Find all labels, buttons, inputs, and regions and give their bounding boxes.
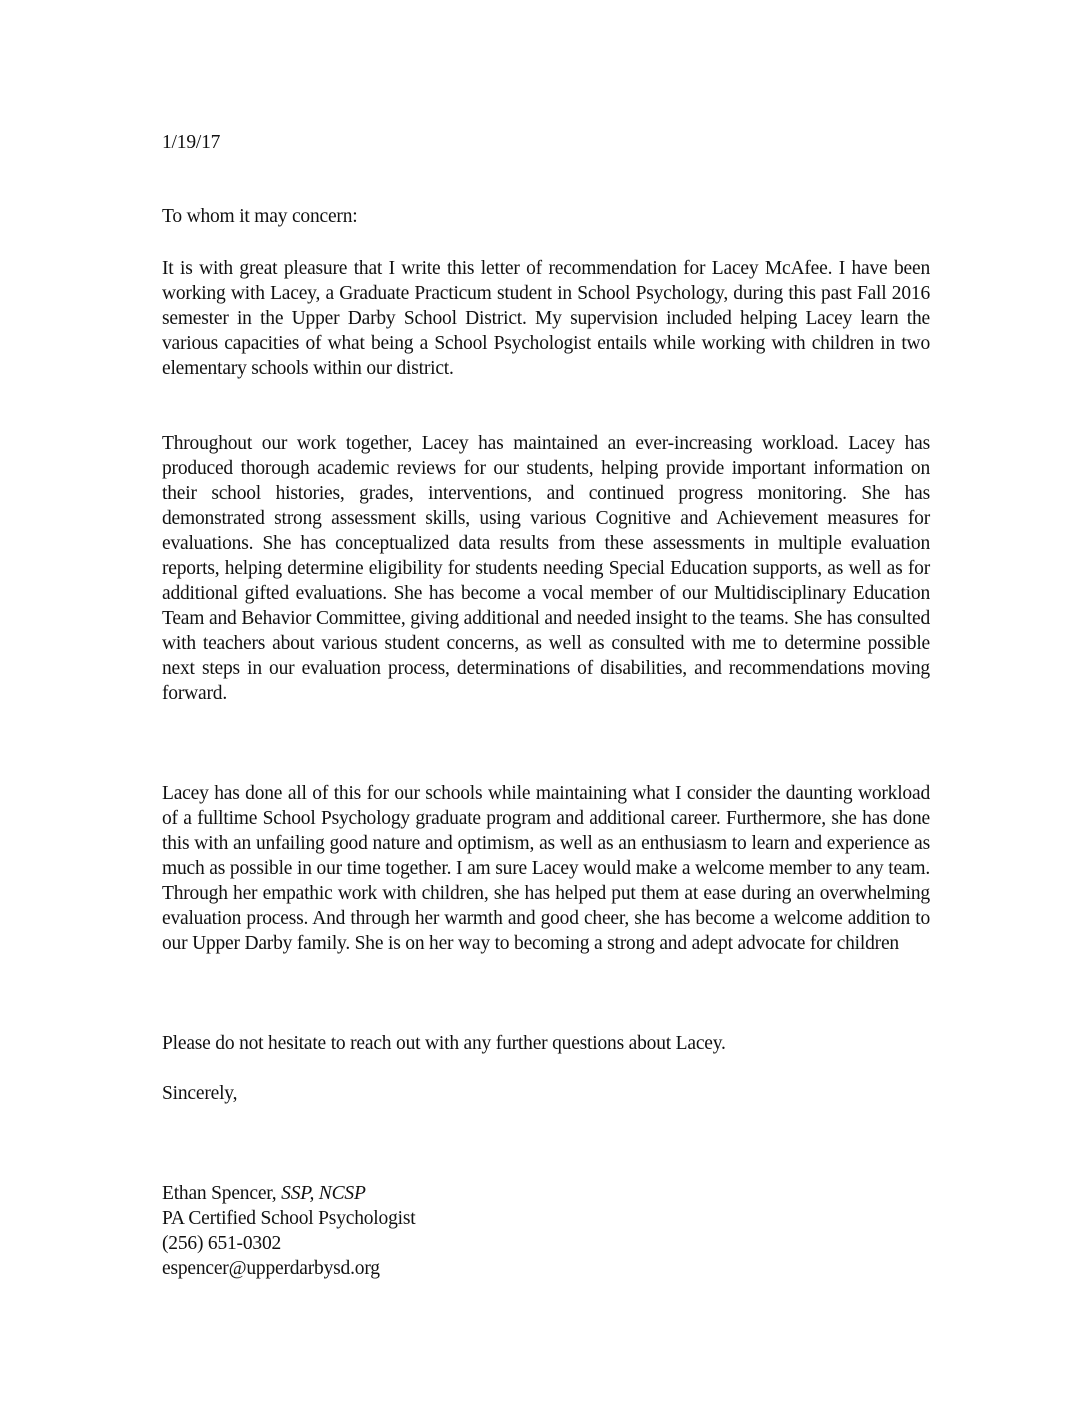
- signer-email: espencer@upperdarbysd.org: [162, 1258, 380, 1279]
- salutation: To whom it may concern:: [162, 206, 358, 227]
- signature-block: [162, 1181, 930, 1281]
- signature-name-line: [162, 1181, 930, 1206]
- paragraph-introduction: It is with great pleasure that I write this letter of recommendation for Lacey McAfee. I have been working with Lacey, a Graduate Practicum student in School Psychology, during this past Fall 2016 semester in the Upper Darby School District. My supervision included helping Lacey learn the various capacities of what being a School Psychologist entails while working with children in two elementary schools within our district.: [162, 258, 930, 379]
- paragraph-work-summary: Throughout our work together, Lacey has maintained an ever-increasing workload. Lacey has produced thorough academic reviews for our students, helping provide important information on their school histories, grades, interventions, and continued progress monitoring. She has demonstrated strong assessment skills, using various Cognitive and Achievement measures for evaluations. She has conceptualized data results from these assessments in multiple evaluation reports, helping determine eligibility for students needing Special Education supports, as well as for additional gifted evaluations. She has become a vocal member of our Multidisciplinary Education Team and Behavior Committee, giving additional and needed insight to the teams. She has consulted with teachers about various student concerns, as well as consulted with me to determine possible next steps in our evaluation process, determinations of disabilities, and recommendations moving forward.: [162, 433, 930, 704]
- paragraph-contact-invitation: Please do not hesitate to reach out with any further questions about Lacey.: [162, 1033, 726, 1054]
- closing: Sincerely,: [162, 1083, 238, 1104]
- signer-credentials: SSP, NCSP: [281, 1183, 366, 1204]
- letter-date: 1/19/17: [162, 132, 221, 153]
- signer-name: Ethan Spencer,: [162, 1183, 277, 1204]
- paragraph-character: Lacey has done all of this for our schools while maintaining what I consider the daunting workload of a fulltime School Psychology graduate program and additional career. Furthermore, she has done this with an unfailing good nature and optimism, as well as an enthusiasm to learn and experience as much as possible in our time together. I am sure Lacey would make a welcome member to any team. Through her empathic work with children, she has helped put them at ease during an overwhelming evaluation process. And through her warmth and good cheer, she has become a welcome addition to our Upper Darby family. She is on her way to becoming a strong and adept advocate for children: [162, 783, 930, 954]
- signer-title: PA Certified School Psychologist: [162, 1208, 416, 1229]
- signer-phone: (256) 651-0302: [162, 1233, 282, 1254]
